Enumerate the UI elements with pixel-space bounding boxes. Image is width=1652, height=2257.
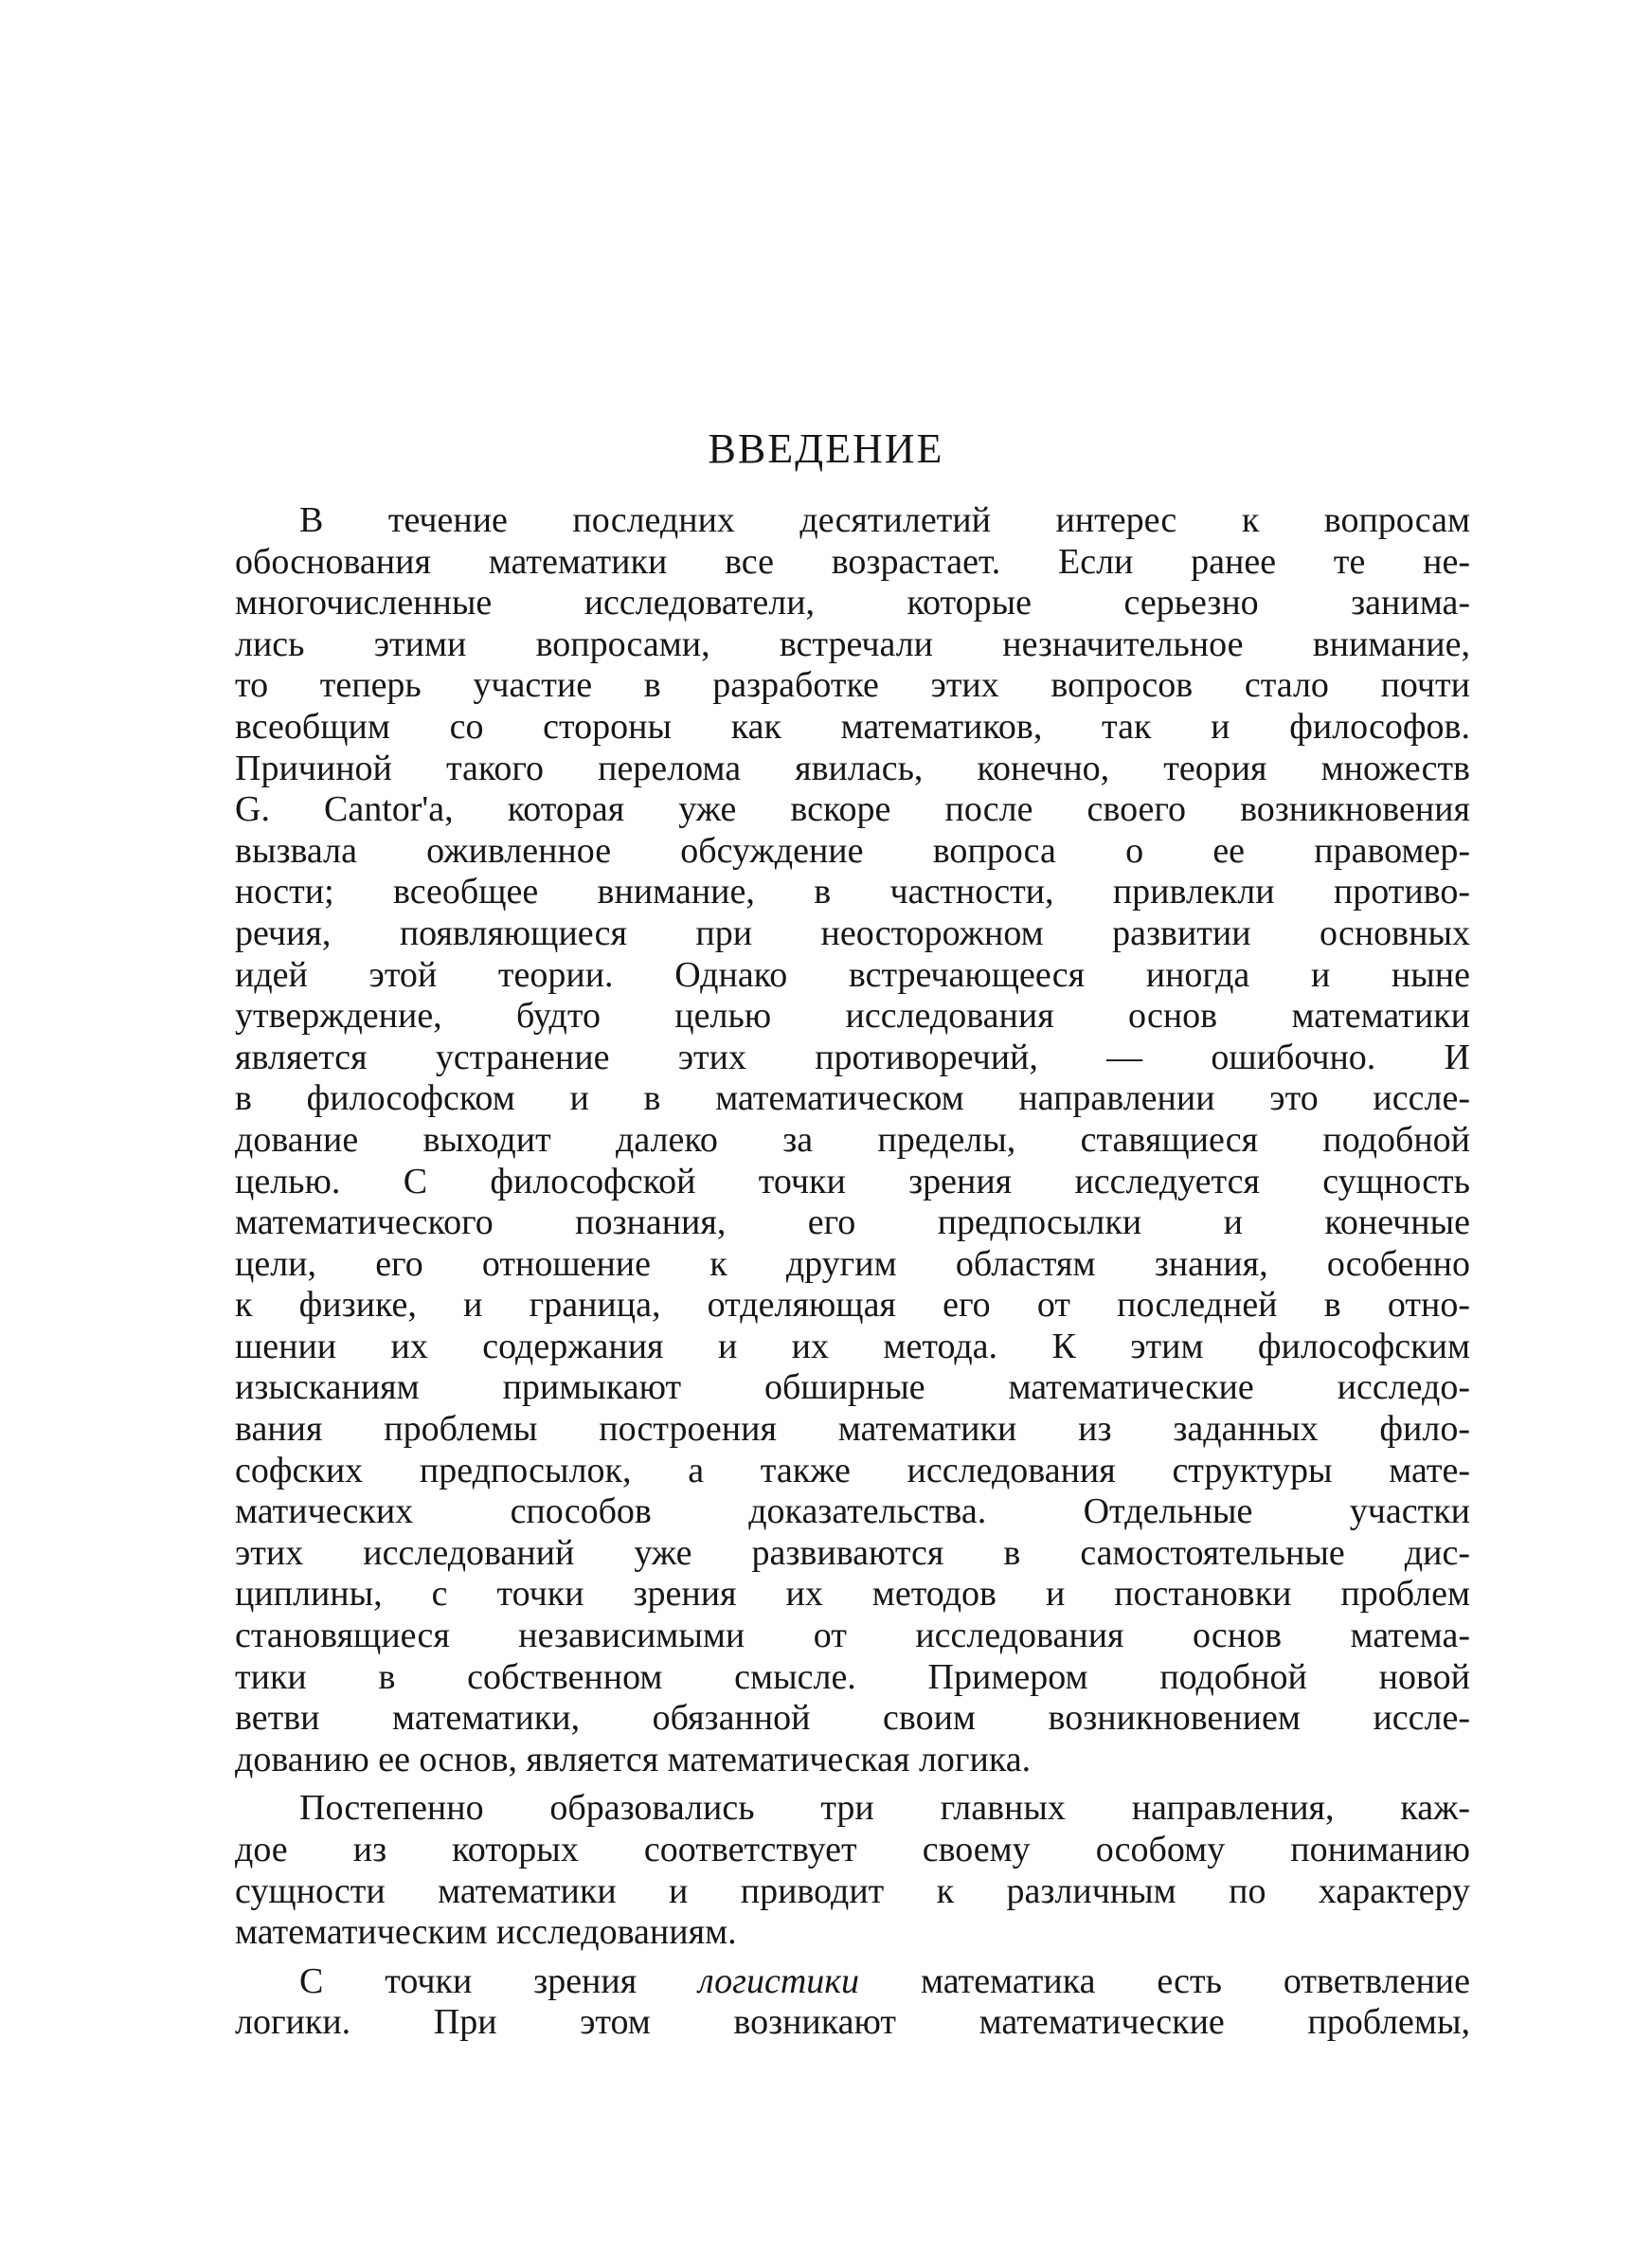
text-line: идей этой теории. Однако встречающееся иногда и ныне [235, 954, 1470, 995]
text-line: утверждение, будто целью исследования основ математики [235, 996, 1470, 1037]
text-line: цели, его отношение к другим областям знания, особенно [235, 1243, 1470, 1284]
text-line: речия, появляющиеся при неосторожном развитии основных [235, 912, 1470, 953]
text-line: вания проблемы построения математики из заданных фило- [235, 1409, 1470, 1450]
text-line: ности; всеобщее внимание, в частности, привлекли противо- [235, 872, 1470, 912]
text-line: становящиеся независимыми от исследования основ матема- [235, 1616, 1470, 1656]
text-line: тики в собственном смысле. Примером подобной новой [235, 1656, 1470, 1697]
text-line: обоснования математики все возрастает. Если ранее те не- [235, 541, 1470, 582]
text-line: дое из которых соответствует своему особому пониманию [235, 1830, 1470, 1869]
text-line: математическим исследованиям. [235, 1912, 737, 1953]
text-line: шении их содержания и их метода. К этим философским [235, 1326, 1470, 1366]
text-line: ветви математики, обязанной своим возникновением иссле- [235, 1698, 1470, 1739]
text-line: лись этими вопросами, встречали незначительное внимание, [235, 623, 1470, 664]
text-line: В течение последних десятилетий интерес к вопросам [299, 500, 1470, 540]
paragraph-2 [235, 1788, 1470, 1953]
text-line: в философском и в математическом направлении это иссле- [235, 1078, 1470, 1119]
text-line: всеобщим со стороны как математиков, так и философов. [235, 706, 1470, 747]
text-line: дование выходит далеко за пределы, ставящиеся подобной [235, 1119, 1470, 1160]
paragraph-1 [235, 500, 1470, 1780]
text-line: к физике, и граница, отделяющая его от последней в отно- [235, 1285, 1470, 1326]
text-line [235, 1961, 1470, 2003]
text-line: изысканиям примыкают обширные математические исследо- [235, 1367, 1470, 1408]
italic-term: логистики [698, 1960, 860, 2001]
chapter-heading: ВВЕДЕНИЕ [708, 425, 944, 472]
text-line: многочисленные исследователи, которые серьезно занима- [235, 583, 1470, 623]
text-line: вызвала оживленное обсуждение вопроса о ее правомер- [235, 830, 1470, 871]
text-fragment: С точки зрения [299, 1960, 699, 2001]
text-line: целью. С философской точки зрения исследуется сущность [235, 1161, 1470, 1201]
paragraph-3 [235, 1961, 1470, 2044]
text-line: логики. При этом возникают математические проблемы, [235, 2002, 1470, 2043]
text-fragment: математика есть ответвление [859, 1960, 1470, 2001]
text-line: Причиной такого перелома явилась, конечно, теория множеств [235, 748, 1470, 788]
text-line: дованию ее основ, является математическая логика. [235, 1739, 1032, 1779]
body-text [235, 500, 1470, 2051]
text-line: математического познания, его предпосылки и конечные [235, 1202, 1470, 1243]
text-line: циплины, с точки зрения их методов и постановки проблем [235, 1574, 1470, 1615]
text-line: матических способов доказательства. Отдельные участки [235, 1491, 1470, 1532]
text-line: сущности математики и приводит к различным по характеру [235, 1870, 1470, 1911]
text-line: то теперь участие в разработке этих вопросов стало почти [235, 665, 1470, 706]
text-line: Постепенно образовались три главных направления, каж- [299, 1788, 1470, 1829]
text-line: является устранение этих противоречий, — ошибочно. И [235, 1037, 1470, 1077]
text-line: этих исследований уже развиваются в самостоятельные дис- [235, 1532, 1470, 1573]
text-line: софских предпосылок, а также исследования структуры мате- [235, 1450, 1470, 1490]
text-line: G. Cantor'a, которая уже вскоре после своего возникновения [235, 789, 1470, 830]
